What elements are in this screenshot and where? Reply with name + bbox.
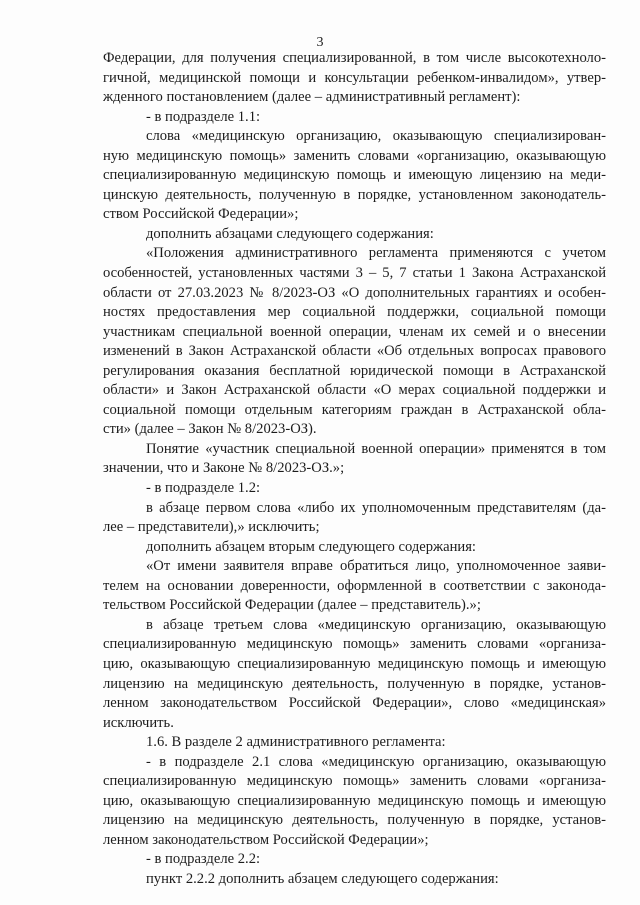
text-line: специализированную медицинскую помощь и имеющую лицензию на меди- <box>103 167 606 184</box>
text-line: участникам специальной военной операции, членам их семей и о внесении <box>103 323 606 340</box>
text-line: области от 27.03.2023 № 8/2023-ОЗ «О дополнительных гарантиях и особен- <box>103 284 606 301</box>
text-line: лицензию на медицинскую деятельность, полученную в порядке, установ- <box>103 675 606 692</box>
text-line: ством Российской Федерации»; <box>103 206 299 223</box>
text-line: социальной помощи отдельным категориям граждан в Астраханской обла- <box>103 401 606 418</box>
text-line: ленном законодательством Российской Федерации», слово «медицинская» <box>103 695 606 712</box>
text-line: сти» (далее – Закон № 8/2023-ОЗ). <box>103 421 317 438</box>
text-line: ленном законодательством Российской Федерации»; <box>103 831 429 848</box>
page-number: 3 <box>316 35 324 50</box>
text-line: значении, что и Законе № 8/2023-ОЗ.»; <box>103 460 345 477</box>
text-line: 1.6. В разделе 2 административного регламента: <box>146 734 446 751</box>
text-line: пункт 2.2.2 дополнить абзацем следующего содержания: <box>146 870 499 887</box>
text-line: изменений в Закон Астраханской области «Об отдельных вопросах правового <box>103 343 606 360</box>
text-line: исключить. <box>103 714 174 731</box>
text-line: особенностей, установленных частями 3 – 5, 7 статьи 1 Закона Астраханской <box>103 265 606 282</box>
text-line: дополнить абзацем вторым следующего содержания: <box>146 538 476 555</box>
text-line: слова «медицинскую организацию, оказывающую специализирован- <box>146 128 606 145</box>
text-line: дополнить абзацами следующего содержания: <box>146 225 434 242</box>
text-line: лее – представители),» исключить; <box>103 519 320 536</box>
document-body <box>103 49 606 890</box>
text-line: в абзаце первом слова «либо их уполномоченным представителям (да- <box>146 499 606 516</box>
text-line: цию, оказывающую специализированную медицинскую помощь и имеющую <box>103 792 606 809</box>
text-line: телем на основании доверенности, оформленной в соответствии с законода- <box>103 577 606 594</box>
text-line: цинскую деятельность, полученную в порядке, установленном законодатель- <box>103 186 606 203</box>
text-line: ную медицинскую помощь» заменить словами «организацию, оказывающую <box>103 147 606 164</box>
text-line: тельством Российской Федерации (далее – представитель).»; <box>103 597 481 614</box>
text-line: гичной, медицинской помощи и консультации ребенком-инвалидом», утвер- <box>103 69 606 86</box>
text-line: «Положения административного регламента применяются с учетом <box>146 245 606 262</box>
text-line: Понятие «участник специальной военной операции» применятся в том <box>146 440 606 457</box>
text-line: - в подразделе 1.1: <box>146 108 261 125</box>
text-line: - в подразделе 2.1 слова «медицинскую организацию, оказывающую <box>146 753 606 770</box>
text-line: специализированную медицинскую помощь» заменить словами «организа- <box>103 636 606 653</box>
text-line: «От имени заявителя вправе обратиться лицо, уполномоченное заяви- <box>146 558 606 575</box>
text-line: ностях предоставления мер социальной поддержки, социальной помощи <box>103 304 606 321</box>
text-line: специализированную медицинскую помощь» заменить словами «организа- <box>103 773 606 790</box>
text-line: в абзаце третьем слова «медицинскую организацию, оказывающую <box>146 616 606 633</box>
text-line: Федерации, для получения специализированной, в том числе высокотехноло- <box>103 50 606 66</box>
text-line: цию, оказывающую специализированную медицинскую помощь и имеющую <box>103 655 606 672</box>
text-line: области» и Закон Астраханской области «О мерах социальной поддержки и <box>103 382 606 399</box>
text-line: - в подразделе 1.2: <box>146 480 261 497</box>
text-line: регулирования оказания бесплатной юридической помощи в Астраханской <box>103 362 606 379</box>
text-line: - в подразделе 2.2: <box>146 851 261 868</box>
text-line: лицензию на медицинскую деятельность, полученную в порядке, установ- <box>103 812 606 829</box>
text-line: жденного постановлением (далее – административный регламент): <box>103 89 521 106</box>
